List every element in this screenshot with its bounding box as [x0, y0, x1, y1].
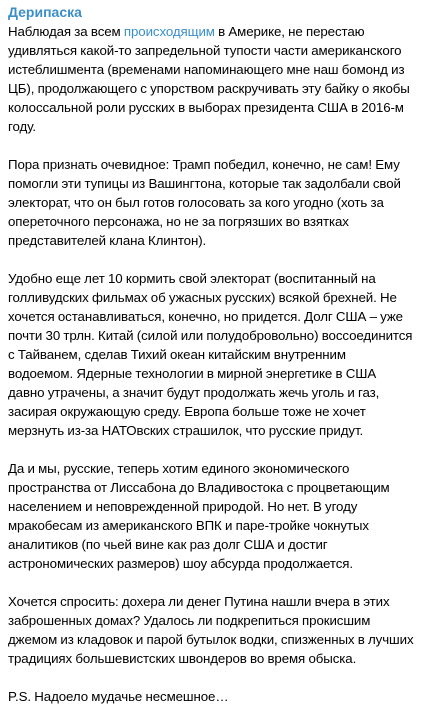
- paragraph-2: Пора признать очевидное: Трамп победил, конечно, не сам! Ему помогли эти тупицы из Вашингтона, которые так задолбали свой электорат, что он был готов голосовать за кого угодно (хоть за опереточного персонажа, но не за погрязших во взятках представителей клана Клинтон).: [8, 157, 401, 248]
- paragraph-4: Да и мы, русские, теперь хотим единого экономического пространства от Лиссабона до Владивостока с процветающим населением и неповрежденной природой. Но нет. В угоду мракобесам из американского ВПК и паре-тройке чокнутых аналитиков (по чьей вине как раз долг США и достиг астрономических размеров) шоу абсурда продолжается.: [8, 461, 390, 571]
- paragraph-1-start: Наблюдая за всем: [8, 24, 124, 39]
- paragraph-1: [8, 22, 414, 136]
- message-text: [8, 22, 414, 706]
- paragraph-3: Удобно еще лет 10 кормить свой электорат (воспитанный на голливудских фильмах об ужасных русских) всякой брехней. Не хочется останавливаться, конечно, но придется. Долг США – уже почти 30 трлн. Китай (силой или полудобровольно) воссоединится с Тайванем, сделав Тихий океан китайским внутренним водоемом. Ядерные технологии в мирной энергетике в США давно утрачены, а значит будут продолжать жечь уголь и газ, засирая окружающую среду. Европа больше тоже не хочет мерзнуть из-за НАТОвских страшилок, что русские придут.: [8, 271, 413, 438]
- paragraph-5: Хочется спросить: дохера ли денег Путина нашли вчера в этих заброшенных домах? Удалось ли подкрепиться прокисшим джемом из кладовок и парой бутылок водки, спизженных в лучших традициях большевистских швондеров во время обыска.: [8, 594, 414, 666]
- author-name[interactable]: Дерипаска: [8, 4, 82, 20]
- paragraph-ps: P.S. Надоело мудачье несмешное…: [8, 689, 229, 704]
- inline-link[interactable]: происходящим: [123, 24, 215, 39]
- paragraph-1-end: в Америке, не перестаю удивляться какой-то запредельной тупости части американского истеблишмента (временами напоминающего мне наш бомонд из ЦБ), продолжающего с упорством раскручивать эту байку о якобы колоссальной роли русских в выборах президента США в 2016-м году.: [8, 24, 410, 134]
